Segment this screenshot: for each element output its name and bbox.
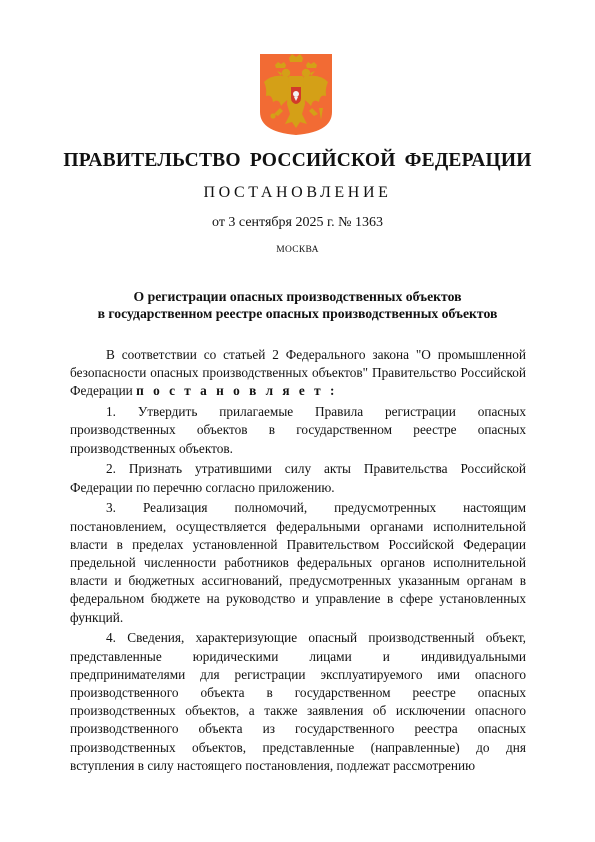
decree-word: п о с т а н о в л я е т :	[136, 383, 338, 399]
document-body	[70, 346, 526, 778]
government-title: ПРАВИТЕЛЬСТВО РОССИЙСКОЙ ФЕДЕРАЦИИ	[63, 150, 532, 171]
coat-of-arms-icon	[258, 52, 334, 136]
subject-line-2: в государственном реестре опасных производственных объектов	[97, 306, 498, 321]
document-date-number: от 3 сентября 2025 г. № 1363	[212, 215, 383, 230]
document-city: МОСКВА	[276, 245, 319, 255]
subject-line-1: О регистрации опасных производственных объектов	[133, 289, 462, 304]
paragraph-1: 1. Утвердить прилагаемые Правила регистрации опасных производственных объектов в государственном реестре опасных производственных объектов.	[70, 404, 526, 456]
paragraph-2: 2. Признать утратившими силу акты Правительства Российской Федерации по перечню согласно приложению.	[70, 461, 526, 495]
document-subject	[70, 288, 525, 322]
intro-text: В соответствии со статьей 2 Федерального закона "О промышленной безопасности опасных производственных объектов" Правительство Российской Федерации	[70, 347, 526, 399]
intro-paragraph	[70, 346, 526, 401]
paragraph-3: 3. Реализация полномочий, предусмотренных настоящим постановлением, осуществляется федеральными органами исполнительной власти в пределах установленной Правительством Российской Федерации предельной численности работников федеральных органов исполнительной власти и бюджетных ассигнований, предусмотренных указанным органам в федеральном бюджете на руководство и управление в сфере установленных функций.	[70, 500, 526, 625]
paragraph-4: 4. Сведения, характеризующие опасный производственный объект, представленные юридическими лицами и индивидуальными предпринимателями для регистрации эксплуатируемого ими опасного производственного объекта в государственном реестре опасных производственных объектов, а также заявления об исключении опасного производственного объекта из государственного реестра опасных производственных объектов, представленные (направленные) до дня вступления в силу настоящего постановления, подлежат рассмотрению	[70, 630, 526, 773]
document-type: ПОСТАНОВЛЕНИЕ	[203, 184, 392, 201]
